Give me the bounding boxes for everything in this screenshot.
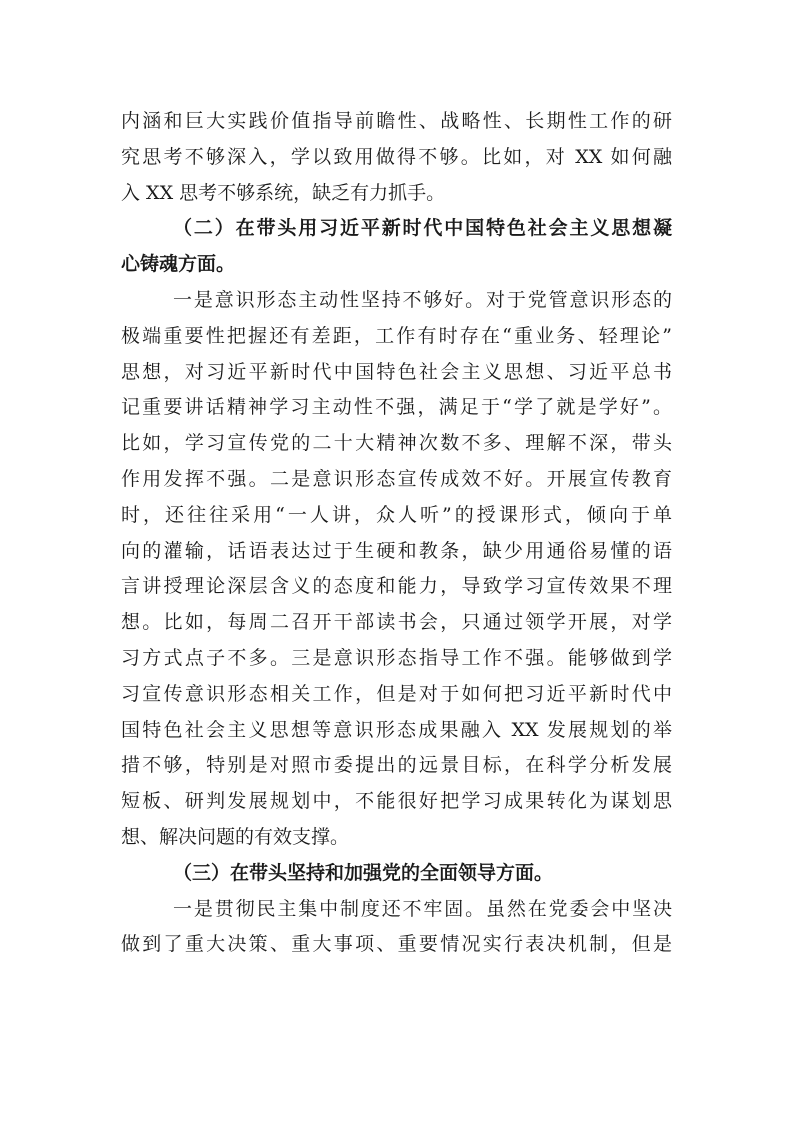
document-page (121, 104, 672, 963)
section-heading: （二）在带头用习近平新时代中国特色社会主义思想凝 (173, 217, 672, 240)
section-heading: （三）在带头坚持和加强党的全面领导方面。 (173, 861, 554, 884)
text-line: 作用发挥不强。二是意识形态宣传成效不好。开展宣传教育 (121, 467, 672, 490)
text-line: 习方式点子不多。三是意识形态指导工作不强。能够做到学 (121, 646, 672, 669)
text-line: 习宣传意识形态相关工作，但是对于如何把习近平新时代中 (121, 682, 672, 705)
text-line: 一是意识形态主动性坚持不够好。对于党管意识形态的 (173, 288, 672, 311)
text-line: 比如，学习宣传党的二十大精神次数不多、理解不深，带头 (121, 432, 672, 455)
text-line: 想、解决问题的有效支撑。 (121, 825, 350, 848)
text-line: 记重要讲话精神学习主动性不强，满足于“学了就是学好”。 (121, 396, 672, 419)
text-line: 向的灌输，话语表达过于生硬和教条，缺少用通俗易懂的语 (121, 539, 672, 562)
text-line: 极端重要性把握还有差距，工作有时存在“重业务、轻理论” (121, 324, 672, 347)
text-line: 想。比如，每周二召开干部读书会，只通过领学开展，对学 (121, 611, 672, 634)
text-line: 短板、研判发展规划中，不能很好把学习成果转化为谋划思 (121, 790, 672, 813)
text-line: 做到了重大决策、重大事项、重要情况实行表决机制，但是 (121, 933, 672, 956)
text-line: 时，还往往采用“一人讲，众人听”的授课形式，倾向于单 (121, 503, 672, 526)
text-line: 内涵和巨大实践价值指导前瞻性、战略性、长期性工作的研 (121, 110, 672, 132)
text-line: 究思考不够深入，学以致用做得不够。比如，对 XX 如何融 (121, 145, 672, 168)
text-line: 言讲授理论深层含义的态度和能力，导致学习宣传效果不理 (121, 575, 672, 598)
section-heading: 心铸魂方面。 (121, 253, 236, 276)
text-line: 一是贯彻民主集中制度还不牢固。虽然在党委会中坚决 (173, 897, 672, 920)
text-line: 入 XX 思考不够系统，缺乏有力抓手。 (121, 181, 446, 204)
text-line: 思想，对习近平新时代中国特色社会主义思想、习近平总书 (121, 360, 672, 383)
text-line: 国特色社会主义思想等意识形态成果融入 XX 发展规划的举 (121, 718, 672, 741)
text-line: 措不够，特别是对照市委提出的远景目标，在科学分析发展 (121, 754, 672, 777)
